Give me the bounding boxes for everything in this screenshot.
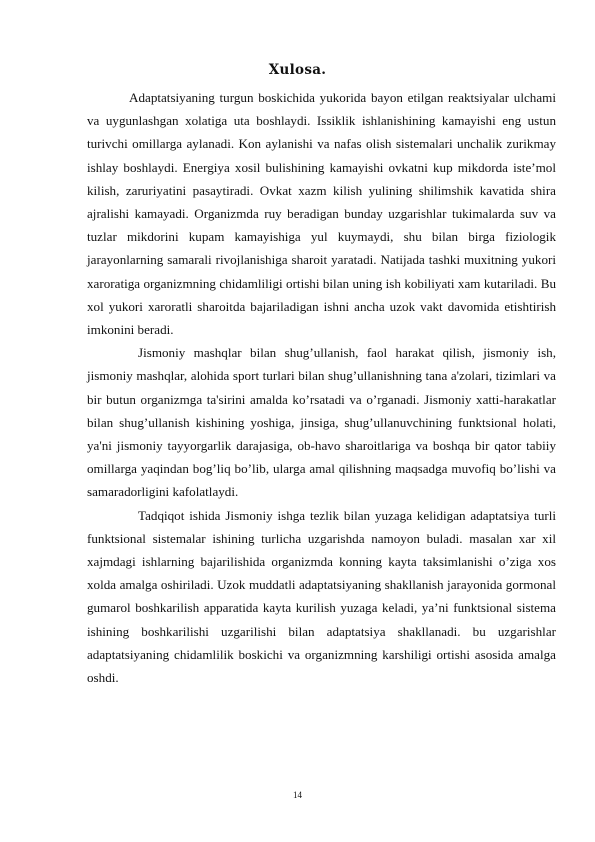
paragraph-1: Adaptatsiyaning turgun boskichida yukorida bayon etilgan reaktsiyalar ulchami va uygunlashgan xolatiga uta boshlaydi. Issiklik ishlanishining kamayishi eng ustun turivchi omillarga aylanadi. Kon aylanishi va nafas olish sistemalari unchalik zurikmay ishlay boshlaydi. Energiya xosil bulishining kamayishi ovkatni kup mikdorda iste’mol kilish, zaruriyatini pasaytiradi. Ovkat xazm kilish yulining shilimshik kavatida shira ajralishi kamayadi. Organizmda ruy beradigan bunday uzgarishlar tukimalarda suv va tuzlar mikdorini kupam kamayishiga yul kuymaydi, shu bilan birga fiziologik jarayonlarning samarali rivojlanishiga sharoit yaratadi. Natijada tashki muxitning yukori xaroratiga organizmning chidamliligi ortishi bilan uning ish kobiliyati xam kutariladi. Bu xol yukori xaroratli sharoitda bajariladigan ishni ancha uzok vakt davomida etishtirish imkonini beradi.	[87, 90, 556, 338]
paragraph-2: Jismoniy mashqlar bilan shug’ullanish, faol harakat qilish, jismoniy ish, jismoniy mashqlar, alohida sport turlari bilan shug’ullanishning tana a'zolari, tizimlari va bir butun organizmga ta'sirini amalda ko’rsatadi va o’rganadi. Jismoniy xatti-harakatlar bilan shug’ullanish kishining yoshiga, jinsiga, shug’ullanuvchining funktsional holati, ya'ni jismoniy tayyorgarlik darajasiga, ob-havo sharoitlariga va boshqa bir qator tabiiy omillarga yaqindan bog’liq bo’lib, ularga amal qilishning maqsadga muvofiq bo’lishi va samaradorligini kafolatlaydi.	[87, 345, 556, 500]
page-number: 14	[293, 790, 302, 800]
document-body	[87, 86, 556, 689]
paragraph-3: Tadqiqot ishida Jismoniy ishga tezlik bilan yuzaga kelidigan adaptatsiya turli funktsional sistemalar ishining turlicha uzgarishda namoyon buladi. masalan xar xil xajmdagi ishlarning bajarilishida organizmda konning kayta taksimlanishi o’ziga xos xolda amalga oshiriladi. Uzok muddatli adaptatsiyaning shakllanish jarayonida gormonal gumarol boshkarilish apparatida kayta kurilish yuzaga keladi, ya’ni funktsional sistema ishining boshkarilishi uzgarilishi bilan adaptatsiya shakllanadi. bu uzgarishlar adaptatsiyaning chidamlilik boskichi va organizmning karshiligi ortishi asosida amalga oshdi.	[87, 507, 556, 686]
page-title: Xulosa.	[268, 62, 327, 78]
